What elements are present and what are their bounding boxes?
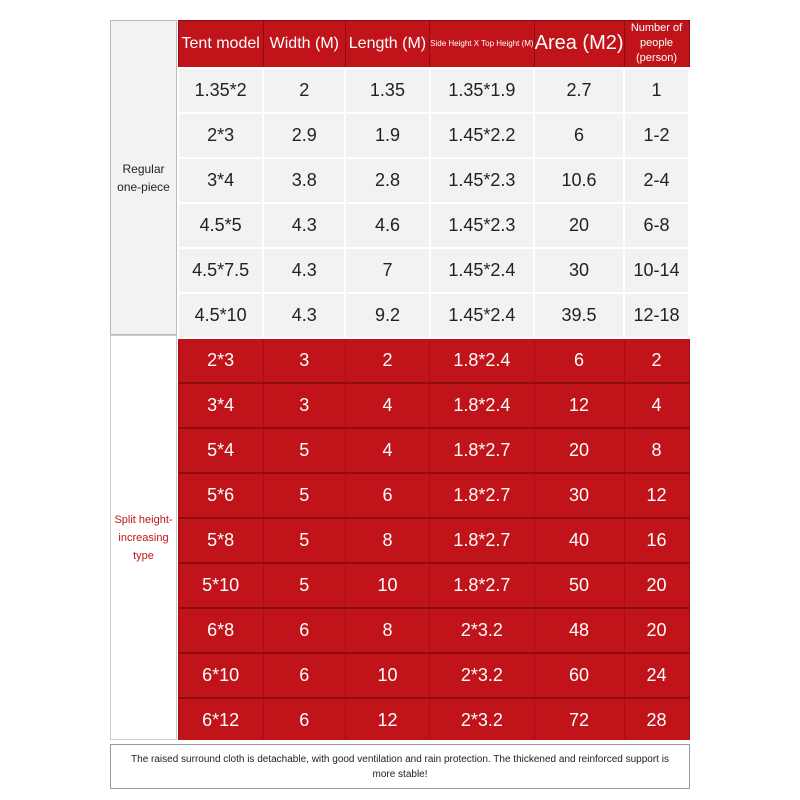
cell-model: 5*8 xyxy=(178,518,263,563)
table-row xyxy=(178,203,689,248)
cell-length: 10 xyxy=(345,563,429,608)
cell-people: 24 xyxy=(624,653,689,698)
header-height: Side Height X Top Height (M) xyxy=(430,21,534,68)
cell-height: 1.8*2.7 xyxy=(430,428,534,473)
cell-model: 2*3 xyxy=(178,113,263,158)
cell-people: 16 xyxy=(624,518,689,563)
cell-people: 8 xyxy=(624,428,689,473)
cell-height: 1.45*2.4 xyxy=(430,248,534,293)
cell-length: 7 xyxy=(345,248,429,293)
cell-width: 6 xyxy=(263,698,345,743)
header-width: Width (M) xyxy=(263,21,345,68)
cell-width: 5 xyxy=(263,473,345,518)
group-label-split xyxy=(110,335,177,740)
group-label-regular-text: Regular one-piece xyxy=(117,161,170,194)
cell-height: 1.8*2.4 xyxy=(430,338,534,383)
cell-people: 10-14 xyxy=(624,248,689,293)
cell-width: 2 xyxy=(263,68,345,113)
cell-area: 6 xyxy=(534,113,624,158)
group-label-regular xyxy=(110,20,177,335)
cell-length: 12 xyxy=(345,698,429,743)
cell-people: 20 xyxy=(624,608,689,653)
cell-area: 60 xyxy=(534,653,624,698)
cell-area: 72 xyxy=(534,698,624,743)
table-row xyxy=(178,248,689,293)
cell-height: 1.8*2.7 xyxy=(430,473,534,518)
cell-height: 1.45*2.2 xyxy=(430,113,534,158)
cell-length: 6 xyxy=(345,473,429,518)
group-label-split-text: Split height- increasing type xyxy=(114,513,173,562)
cell-height: 1.8*2.7 xyxy=(430,518,534,563)
cell-area: 20 xyxy=(534,203,624,248)
cell-people: 6-8 xyxy=(624,203,689,248)
cell-width: 2.9 xyxy=(263,113,345,158)
cell-width: 3.8 xyxy=(263,158,345,203)
cell-model: 5*10 xyxy=(178,563,263,608)
cell-height: 2*3.2 xyxy=(430,608,534,653)
cell-people: 2-4 xyxy=(624,158,689,203)
cell-length: 2.8 xyxy=(345,158,429,203)
cell-width: 6 xyxy=(263,608,345,653)
table-row xyxy=(178,518,689,563)
cell-width: 6 xyxy=(263,653,345,698)
cell-width: 4.3 xyxy=(263,293,345,338)
cell-model: 5*4 xyxy=(178,428,263,473)
table-row xyxy=(178,383,689,428)
cell-height: 1.45*2.4 xyxy=(430,293,534,338)
cell-length: 8 xyxy=(345,518,429,563)
cell-length: 4.6 xyxy=(345,203,429,248)
cell-area: 39.5 xyxy=(534,293,624,338)
cell-area: 40 xyxy=(534,518,624,563)
cell-model: 6*8 xyxy=(178,608,263,653)
cell-width: 5 xyxy=(263,518,345,563)
cell-model: 2*3 xyxy=(178,338,263,383)
cell-area: 2.7 xyxy=(534,68,624,113)
cell-people: 12 xyxy=(624,473,689,518)
cell-area: 20 xyxy=(534,428,624,473)
cell-length: 4 xyxy=(345,383,429,428)
table-row xyxy=(178,338,689,383)
spec-table-frame xyxy=(110,20,690,789)
table-row xyxy=(178,68,689,113)
cell-model: 4.5*5 xyxy=(178,203,263,248)
cell-model: 4.5*10 xyxy=(178,293,263,338)
header-people: Number of people (person) xyxy=(624,21,689,68)
table-row xyxy=(178,473,689,518)
cell-model: 3*4 xyxy=(178,383,263,428)
cell-height: 1.45*2.3 xyxy=(430,158,534,203)
cell-model: 4.5*7.5 xyxy=(178,248,263,293)
cell-width: 5 xyxy=(263,428,345,473)
cell-people: 20 xyxy=(624,563,689,608)
split-rows xyxy=(178,338,689,743)
footer-note-text: The raised surround cloth is detachable, with good ventilation and rain protection. The thickened and reinforced support is more stable! xyxy=(131,753,669,780)
cell-length: 1.9 xyxy=(345,113,429,158)
cell-people: 1-2 xyxy=(624,113,689,158)
cell-width: 4.3 xyxy=(263,203,345,248)
cell-area: 48 xyxy=(534,608,624,653)
table-row xyxy=(178,698,689,743)
cell-area: 30 xyxy=(534,473,624,518)
cell-model: 1.35*2 xyxy=(178,68,263,113)
cell-height: 2*3.2 xyxy=(430,698,534,743)
cell-area: 10.6 xyxy=(534,158,624,203)
cell-area: 6 xyxy=(534,338,624,383)
cell-area: 12 xyxy=(534,383,624,428)
cell-height: 1.45*2.3 xyxy=(430,203,534,248)
header-length: Length (M) xyxy=(345,21,429,68)
regular-rows xyxy=(178,68,689,338)
cell-model: 3*4 xyxy=(178,158,263,203)
cell-height: 1.35*1.9 xyxy=(430,68,534,113)
cell-people: 4 xyxy=(624,383,689,428)
table-row xyxy=(178,158,689,203)
cell-model: 5*6 xyxy=(178,473,263,518)
table-row xyxy=(178,608,689,653)
cell-length: 4 xyxy=(345,428,429,473)
cell-width: 3 xyxy=(263,338,345,383)
header-tent-model: Tent model xyxy=(178,21,263,68)
cell-height: 1.8*2.7 xyxy=(430,563,534,608)
cell-height: 2*3.2 xyxy=(430,653,534,698)
table-row xyxy=(178,293,689,338)
cell-height: 1.8*2.4 xyxy=(430,383,534,428)
cell-area: 30 xyxy=(534,248,624,293)
cell-model: 6*12 xyxy=(178,698,263,743)
cell-width: 4.3 xyxy=(263,248,345,293)
table-row xyxy=(178,563,689,608)
cell-length: 9.2 xyxy=(345,293,429,338)
cell-people: 12-18 xyxy=(624,293,689,338)
cell-width: 5 xyxy=(263,563,345,608)
tent-spec-table xyxy=(177,20,690,744)
table-row xyxy=(178,428,689,473)
footer-note xyxy=(110,744,690,789)
table-row xyxy=(178,653,689,698)
cell-length: 10 xyxy=(345,653,429,698)
header-area: Area (M2) xyxy=(534,21,624,68)
cell-length: 2 xyxy=(345,338,429,383)
table-row xyxy=(178,113,689,158)
header-row xyxy=(178,21,689,68)
cell-model: 6*10 xyxy=(178,653,263,698)
cell-width: 3 xyxy=(263,383,345,428)
cell-people: 28 xyxy=(624,698,689,743)
cell-length: 1.35 xyxy=(345,68,429,113)
cell-people: 1 xyxy=(624,68,689,113)
cell-length: 8 xyxy=(345,608,429,653)
cell-people: 2 xyxy=(624,338,689,383)
cell-area: 50 xyxy=(534,563,624,608)
